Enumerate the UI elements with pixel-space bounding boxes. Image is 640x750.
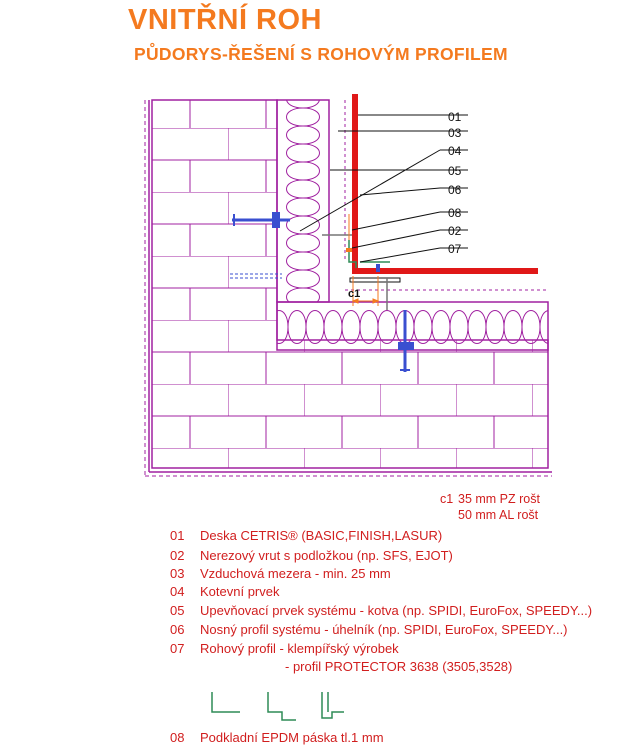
callout-07: 07: [448, 242, 462, 256]
legend-text: Upevňovací prvek systému - kotva (np. SPIDI, EuroFox, SPEEDY...): [200, 603, 593, 618]
legend-num: 08: [170, 730, 185, 745]
drawing-subtitle: PŮDORYS-ŘEŠENÍ S ROHOVÝM PROFILEM: [134, 44, 508, 64]
legend-num: 07: [170, 641, 185, 656]
callout-06: 06: [448, 183, 462, 197]
epdm-profile-symbols: [212, 692, 344, 720]
cetris-board: [352, 94, 538, 274]
dimension-c1-label: c1: [348, 288, 361, 300]
c1-note-line2: 50 mm AL rošt: [458, 508, 539, 522]
drawing-title: VNITŘNÍ ROH: [128, 4, 322, 36]
callout-labels: [448, 110, 462, 256]
callout-05: 05: [448, 164, 462, 178]
c1-note-line1: 35 mm PZ rošt: [458, 492, 540, 506]
legend-text: Nerezový vrut s podložkou (np. SFS, EJOT): [200, 548, 453, 563]
legend-num: 06: [170, 622, 185, 637]
legend-num: 01: [170, 528, 185, 543]
legend-num: 03: [170, 566, 185, 581]
legend-text: Vzduchová mezera - min. 25 mm: [200, 566, 391, 581]
callout-01: 01: [448, 110, 462, 124]
legend-text: - profil PROTECTOR 3638 (3505,3528): [285, 659, 513, 674]
legend-text: Rohový profil - klempířský výrobek: [200, 641, 399, 656]
callout-03: 03: [448, 126, 462, 140]
callout-02: 02: [448, 224, 462, 238]
legend-text: Podkladní EPDM páska tl.1 mm: [200, 730, 384, 745]
legend-text: Kotevní prvek: [200, 584, 280, 599]
legend-num: 04: [170, 584, 185, 599]
legend-num: 02: [170, 548, 185, 563]
insulation-vertical: [277, 100, 329, 302]
legend-text: Deska CETRIS® (BASIC,FINISH,LASUR): [200, 528, 443, 543]
c1-note-symbol: c1: [440, 492, 454, 506]
legend-text: Nosný profil systému - úhelník (np. SPIDI, EuroFox, SPEEDY...): [200, 622, 568, 637]
legend-num: 05: [170, 603, 185, 618]
callout-08: 08: [448, 206, 462, 220]
callout-04: 04: [448, 144, 462, 158]
